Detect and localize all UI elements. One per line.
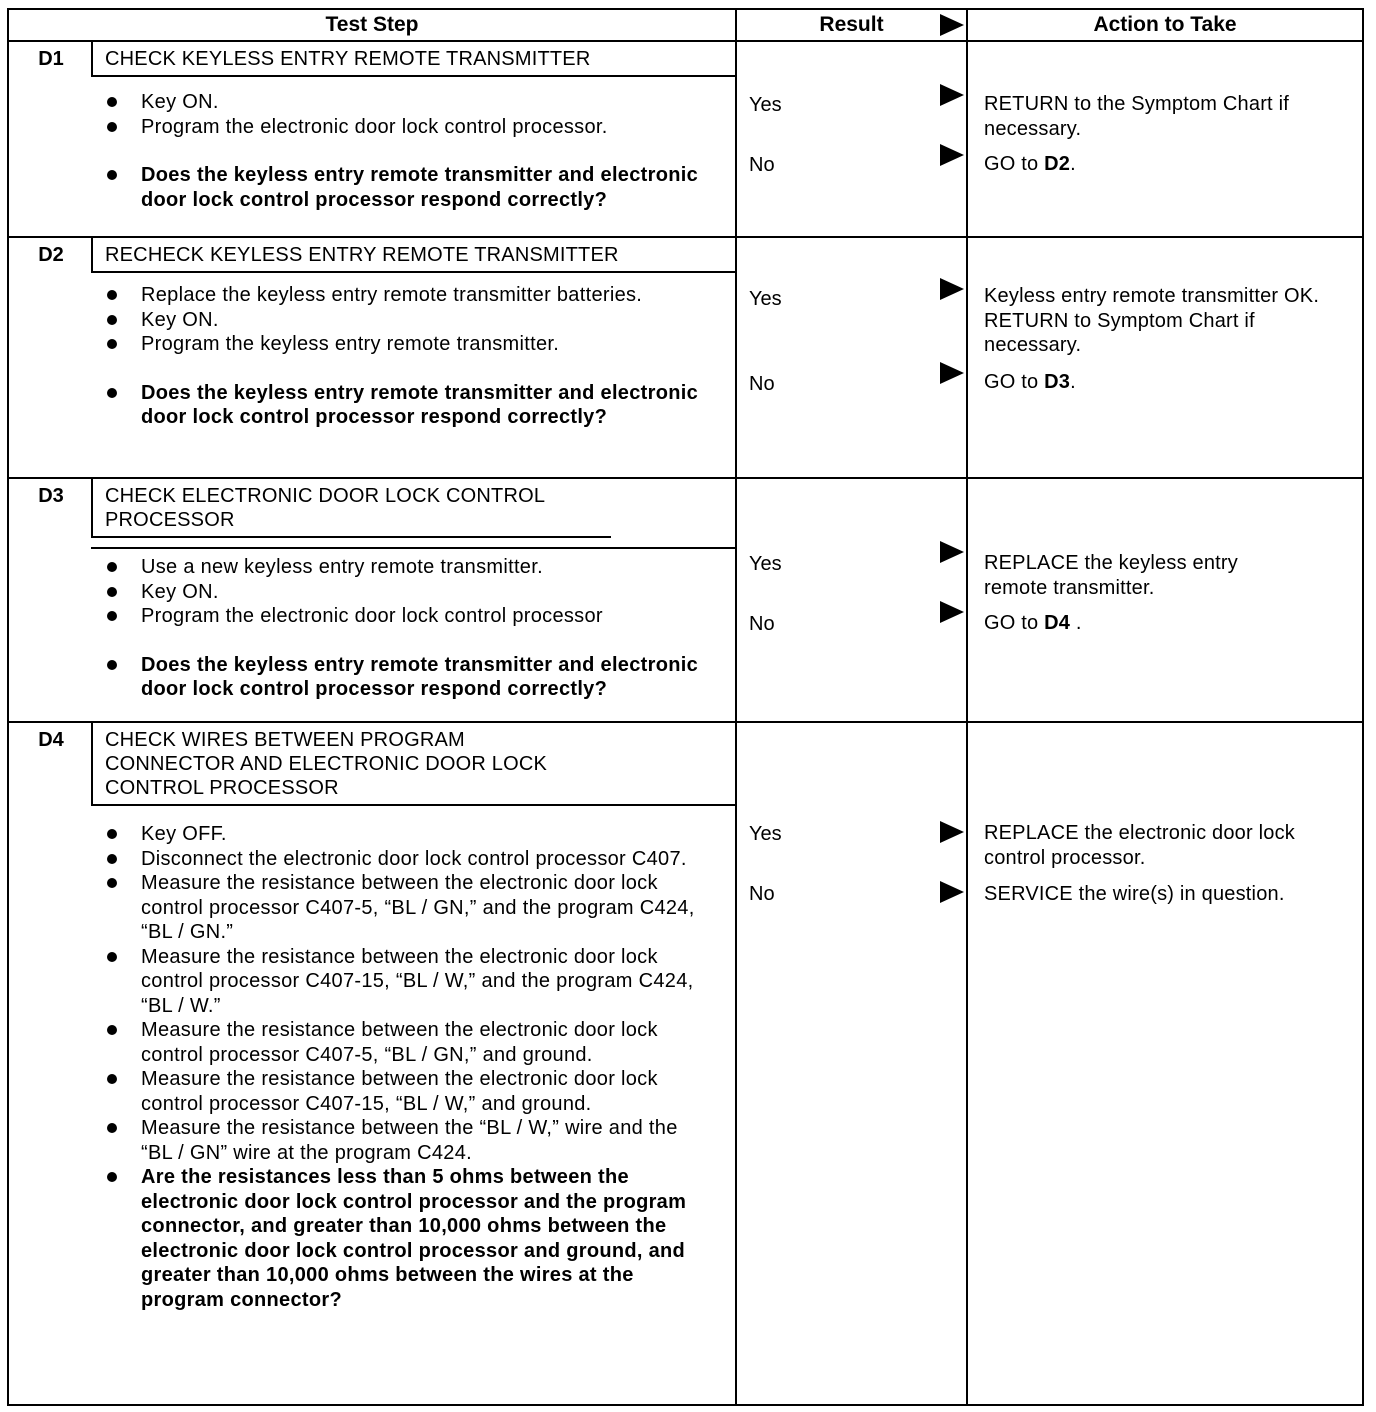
step-question [99,163,705,212]
question-text: Does the keyless entry remote transmitter and electronic door lock control processor respond correctly? [141,381,699,428]
step-bullets [99,822,705,1312]
step-title: CHECK ELECTRONIC DOOR LOCK CONTROL PROCESSOR [91,479,611,538]
action-yes: RETURN to the Symptom Chart if necessary. [984,93,1289,140]
step-bullets [99,555,705,702]
step-bullet [99,332,705,357]
bullet-icon [107,1025,117,1035]
step-bullet [99,308,705,333]
step-text: Key ON. [141,91,219,113]
result-yes: Yes [749,823,782,845]
action-no-tail: . [1070,612,1082,634]
step-text: Measure the resistance between the “BL / W,” wire and the “BL / GN” wire at the program C424. [141,1117,678,1164]
step-row-d3 [7,477,1364,723]
step-text: Key OFF. [141,823,227,845]
step-question [99,381,705,430]
step-text: Measure the resistance between the electronic door lock control processor C407-5, “BL / GN,” and ground. [141,1019,658,1066]
bullet-icon [107,1123,117,1133]
step-bullet [99,283,705,308]
question-text: Are the resistances less than 5 ohms between the electronic door lock control processor and the program connector, and greater than 10,000 ohms between the electronic door lock control processor and ground, and greater than 10,000 ohms between the wires at the program connector? [141,1166,687,1311]
result-yes-arrow-icon [940,278,964,300]
result-cell [735,236,968,479]
action-no-ref: D3 [1044,371,1071,393]
header-result [735,8,968,42]
action-no: SERVICE the wire(s) in question. [984,883,1285,905]
result-yes: Yes [749,553,782,575]
step-text: Replace the keyless entry remote transmitter batteries. [141,284,643,306]
action-no [984,370,1352,395]
result-cell [735,477,968,723]
step-question [99,1165,705,1312]
step-text: Key ON. [141,308,219,331]
result-no-arrow-icon [940,144,964,166]
result-no: No [749,154,775,176]
bullet-icon [107,122,117,132]
bullet-icon [107,339,117,349]
action-cell [966,236,1364,479]
step-text: Key ON. [141,580,219,603]
step-bullets [99,283,705,430]
step-bullet [99,555,705,580]
action-cell [966,721,1364,1406]
diagnostic-table [7,8,1364,1406]
result-yes: Yes [749,288,782,310]
step-bullet [99,945,705,1019]
step-text: Measure the resistance between the electronic door lock control processor C407-15, “BL / W,” and ground. [141,1068,658,1115]
bullet-icon [107,611,117,621]
action-cell [966,477,1364,723]
result-no: No [749,373,775,395]
header-result-label: Result [819,13,884,36]
result-no: No [749,613,775,635]
step-id: D2 [38,244,64,266]
bullet-icon [107,854,117,864]
question-text: Does the keyless entry remote transmitter and electronic door lock control processor respond correctly? [141,653,699,700]
bullet-icon [107,829,117,839]
title-underline [91,547,735,549]
step-title: CHECK WIRES BETWEEN PROGRAM CONNECTOR AND ELECTRONIC DOOR LOCK CONTROL PROCESSOR [91,723,735,806]
step-bullet [99,580,705,605]
step-text: Program the electronic door lock control processor [141,605,603,627]
step-row-d4 [7,721,1364,1406]
action-no-ref: D4 [1044,612,1071,634]
step-id: D3 [38,485,64,507]
step-text: Measure the resistance between the electronic door lock control processor C407-5, “BL / GN,” and the program C424, “BL / GN.” [141,872,695,943]
step-row-d2 [7,236,1364,479]
step-bullet [99,847,705,872]
result-no-arrow-icon [940,601,964,623]
result-cell [735,721,968,1406]
header-action: Action to Take [966,8,1364,42]
step-text: Use a new keyless entry remote transmitter. [141,556,543,578]
action-no-tail: . [1070,371,1076,393]
result-yes-arrow-icon [940,821,964,843]
bullet-icon [107,562,117,572]
step-bullet [99,604,705,629]
action-no [984,152,1352,177]
step-text: Program the electronic door lock control processor. [141,115,608,138]
step-bullet [99,871,705,945]
step-cell [7,40,737,238]
result-no-arrow-icon [940,362,964,384]
bullet-icon [107,952,117,962]
step-cell [7,721,737,1406]
step-bullets [99,90,705,212]
bullet-icon [107,878,117,888]
action-no-text: GO to [984,153,1045,175]
bullet-icon [107,290,117,300]
bullet-icon [107,587,117,597]
bullet-icon [107,97,117,107]
step-question [99,653,705,702]
step-bullet [99,115,705,140]
result-yes-arrow-icon [940,541,964,563]
action-yes: Keyless entry remote transmitter OK. RETURN to Symptom Chart if necessary. [984,285,1320,356]
step-cell [7,236,737,479]
action-no-text: GO to [984,612,1045,634]
step-cell [7,477,737,723]
action-yes: REPLACE the keyless entry remote transmitter. [984,552,1238,599]
step-text: Disconnect the electronic door lock control processor C407. [141,847,687,870]
action-no-ref: D2 [1044,153,1071,175]
step-title: RECHECK KEYLESS ENTRY REMOTE TRANSMITTER [91,238,735,273]
step-id: D4 [38,729,64,751]
header-arrow-icon [940,14,964,36]
step-row-d1 [7,40,1364,238]
result-no: No [749,883,775,905]
step-title: CHECK KEYLESS ENTRY REMOTE TRANSMITTER [91,42,735,77]
step-bullet [99,90,705,115]
result-yes: Yes [749,94,782,116]
step-bullet [99,1018,705,1067]
step-text: Program the keyless entry remote transmitter. [141,333,560,355]
result-cell [735,40,968,238]
step-id: D1 [38,48,64,70]
bullet-icon [107,315,117,325]
bullet-icon [107,1172,117,1182]
bullet-icon [107,170,117,180]
question-text: Does the keyless entry remote transmitter and electronic door lock control processor respond correctly? [141,164,699,211]
step-bullet [99,1116,705,1165]
action-yes: REPLACE the electronic door lock control processor. [984,822,1295,869]
bullet-icon [107,388,117,398]
step-bullet [99,1067,705,1116]
header-test-step: Test Step [7,8,737,42]
action-no-tail: . [1070,153,1076,175]
bullet-icon [107,660,117,670]
step-bullet [99,822,705,847]
action-cell [966,40,1364,238]
action-no [984,611,1352,636]
bullet-icon [107,1074,117,1084]
result-no-arrow-icon [940,881,964,903]
step-text: Measure the resistance between the electronic door lock control processor C407-15, “BL / W,” and the program C424, “BL / W.” [141,945,694,1017]
result-yes-arrow-icon [940,84,964,106]
action-no-text: GO to [984,371,1045,393]
